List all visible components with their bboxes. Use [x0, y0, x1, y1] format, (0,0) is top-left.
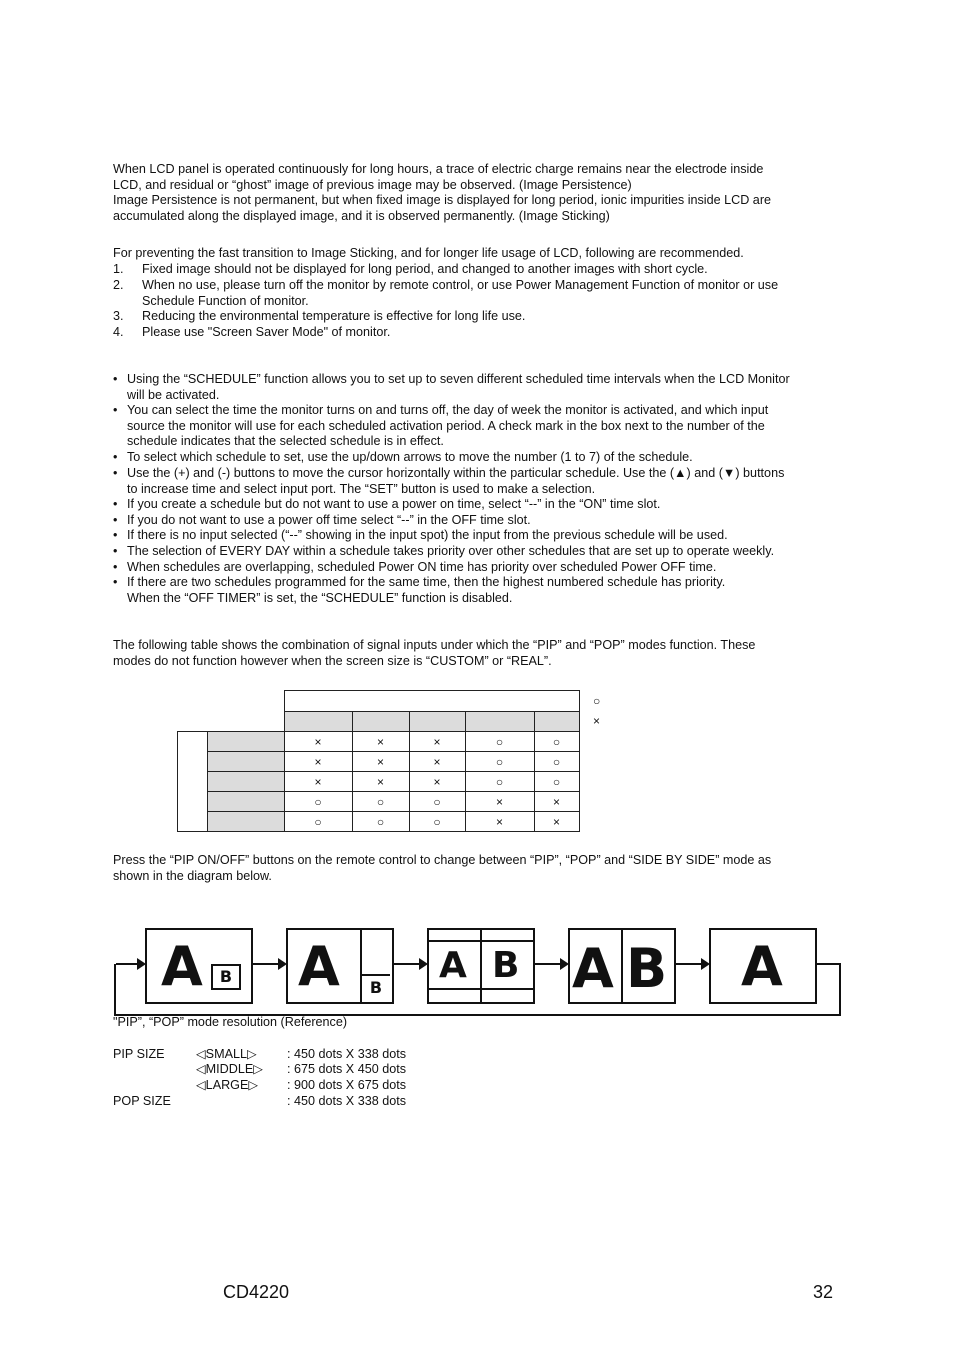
resolution-value: : 675 dots X 450 dots	[287, 1062, 407, 1076]
row-header	[208, 752, 285, 772]
table-row	[178, 792, 580, 812]
bullet-text: You can select the time the monitor turns on and turns off, the day of week the monitor is activated, and which input source the monitor will use for each scheduled activation period. A check mark in the box next to the number of the schedule indicates that the selected schedule is in effect.	[127, 403, 769, 449]
table-cell: ○	[534, 752, 579, 772]
table-cell: ○	[284, 792, 352, 812]
resolution-label: PIP SIZE	[113, 1047, 165, 1061]
bullet: •	[113, 466, 118, 480]
bullet: •	[113, 497, 118, 511]
resolution-label: POP SIZE	[113, 1094, 171, 1108]
list-text: Reducing the environmental temperature is effective for long life use.	[142, 309, 526, 323]
column-header	[409, 712, 465, 732]
table-header-blank	[284, 691, 579, 712]
side-by-side-aspect-screen	[427, 928, 535, 1004]
model-name: CD4220	[223, 1282, 290, 1302]
table-cell: ○	[284, 812, 352, 832]
table-row	[178, 812, 580, 832]
bullet: •	[113, 544, 118, 558]
bullet-text: If you do not want to use a power off time select “--” in the OFF time slot.	[127, 513, 531, 527]
resolution-mode: ◁MIDDLE▷	[196, 1062, 263, 1076]
row-header	[208, 772, 285, 792]
table-cell: ○	[534, 732, 579, 752]
table-cell: ○	[465, 772, 534, 792]
table-cell: ○	[465, 732, 534, 752]
bullet-text: The selection of EVERY DAY within a schedule takes priority over other schedules that are set up to operate weekly.	[127, 544, 775, 558]
table-cell: ○	[352, 812, 409, 832]
letter-b: B	[492, 945, 520, 986]
resolution-title: "PIP”, “POP” mode resolution (Reference)	[113, 1015, 348, 1029]
table-cell: ○	[352, 792, 409, 812]
normal-mode-screen	[709, 928, 817, 1004]
resolution-mode: ◁SMALL▷	[196, 1047, 257, 1061]
table-row	[178, 752, 580, 772]
bullet-text: If there is no input selected (“--” showing in the input spot) the input from the previous schedule will be used.	[127, 528, 728, 542]
table-cell: ×	[534, 812, 579, 832]
bullet: •	[113, 560, 118, 574]
table-cell: ×	[352, 732, 409, 752]
table-cell: ×	[284, 752, 352, 772]
arrow-right-icon	[252, 963, 285, 965]
letter-a: A	[439, 945, 467, 986]
resolution-value: : 450 dots X 338 dots	[287, 1047, 407, 1061]
bullet-text: If there are two schedules programmed for the same time, then the highest numbered schedule has priority. When the “OFF TIMER” is set, the “SCHEDULE” function is disabled.	[127, 575, 726, 605]
table-cell: ×	[465, 792, 534, 812]
letter-b-inset: B	[360, 974, 390, 1000]
persistence-intro: For preventing the fast transition to Image Sticking, and for longer life usage of LCD, following are recommended.	[113, 246, 744, 260]
bullet-text: If you create a schedule but do not want to use a power on time, select “--” in the “ON” time slot.	[127, 497, 661, 511]
list-number: 1.	[113, 262, 124, 276]
list-number: 3.	[113, 309, 124, 323]
letter-a: A	[298, 935, 340, 998]
resolution-value: : 900 dots X 675 dots	[287, 1078, 407, 1092]
arrow-right-icon	[393, 963, 426, 965]
page-number: 32	[813, 1282, 834, 1302]
column-header	[352, 712, 409, 732]
letter-a: A	[161, 935, 203, 998]
pip-mode-screen	[145, 928, 253, 1004]
column-header	[284, 712, 352, 732]
arrow-right-icon	[675, 963, 708, 965]
bullet: •	[113, 372, 118, 386]
list-text: When no use, please turn off the monitor by remote control, or use Power Management Function of monitor or use Schedule Function of monitor.	[142, 278, 779, 308]
bullet-text: Use the (+) and (-) buttons to move the cursor horizontally within the particular schedule. Use the (▲) and (▼) buttons to increase time and select input port. The “SET” button is used to make a selection.	[127, 466, 785, 496]
resolution-mode: ◁LARGE▷	[196, 1078, 259, 1092]
bullet-text: Using the “SCHEDULE” function allows you to set up to seven different scheduled time intervals when the LCD Monitor will be activated.	[127, 372, 790, 402]
letter-a: A	[741, 935, 783, 998]
table-cell: ×	[284, 732, 352, 752]
row-header	[208, 812, 285, 832]
letter-b-inset: B	[211, 964, 241, 990]
table-cell: ○	[409, 792, 465, 812]
pip-intro: The following table shows the combination of signal inputs under which the “PIP” and “POP” modes function. These modes do not function however when the screen size is “CUSTOM” or “REAL”.	[113, 638, 756, 668]
loop-line-top-right	[815, 963, 841, 965]
table-cell: ×	[284, 772, 352, 792]
list-number: 2.	[113, 278, 124, 292]
table-row	[178, 732, 580, 752]
bullet: •	[113, 403, 118, 417]
row-group-header	[178, 732, 208, 832]
table-cell: ○	[534, 772, 579, 792]
pip-press-text: Press the “PIP ON/OFF” buttons on the remote control to change between “PIP”, “POP” and “SIDE BY SIDE” mode as shown in the diagram below.	[113, 853, 772, 883]
row-header	[208, 792, 285, 812]
list-number: 4.	[113, 325, 124, 339]
side-by-side-full-screen	[568, 928, 676, 1004]
arrow-right-icon	[116, 963, 144, 965]
table-cell: ○	[409, 812, 465, 832]
table-cell: ×	[409, 772, 465, 792]
resolution-value: : 450 dots X 338 dots	[287, 1094, 407, 1108]
bullet: •	[113, 575, 118, 589]
table-cell: ×	[352, 752, 409, 772]
table-cell: ×	[409, 752, 465, 772]
loop-line-right	[839, 964, 841, 1016]
center-divider	[480, 930, 482, 1002]
column-header	[534, 712, 579, 732]
pip-combination-table	[177, 690, 580, 832]
column-header	[465, 712, 534, 732]
letter-b: B	[626, 937, 668, 1000]
persistence-paragraph: When LCD panel is operated continuously for long hours, a trace of electric charge remains near the electrode inside LCD, and residual or “ghost” image of previous image may be observed. (Image Persistence) Image Persistence is not permanent, but when fixed image is displayed for long period, ionic impurities inside LCD are accumulated along the displayed image, and it is observed permanently. (Image Sticking)	[113, 162, 772, 223]
bullet: •	[113, 513, 118, 527]
list-text: Please use "Screen Saver Mode" of monitor.	[142, 325, 391, 339]
arrow-right-icon	[534, 963, 567, 965]
table-cell: ×	[465, 812, 534, 832]
bullet-text: When schedules are overlapping, scheduled Power ON time has priority over scheduled Power OFF time.	[127, 560, 717, 574]
table-row	[178, 772, 580, 792]
list-text: Fixed image should not be displayed for long period, and changed to another images with short cycle.	[142, 262, 708, 276]
bullet: •	[113, 450, 118, 464]
bullet-text: To select which schedule to set, use the up/down arrows to move the number (1 to 7) of the schedule.	[127, 450, 693, 464]
row-header	[208, 732, 285, 752]
legend-cross: ×	[593, 714, 601, 728]
table-cell: ×	[352, 772, 409, 792]
table-cell: ○	[465, 752, 534, 772]
table-cell: ×	[409, 732, 465, 752]
letter-a: A	[572, 937, 614, 1000]
loop-line-left	[114, 964, 116, 1016]
table-cell: ×	[534, 792, 579, 812]
pop-mode-screen	[286, 928, 394, 1004]
legend-circle: ○	[593, 694, 601, 708]
bullet: •	[113, 528, 118, 542]
center-divider	[621, 930, 623, 1002]
